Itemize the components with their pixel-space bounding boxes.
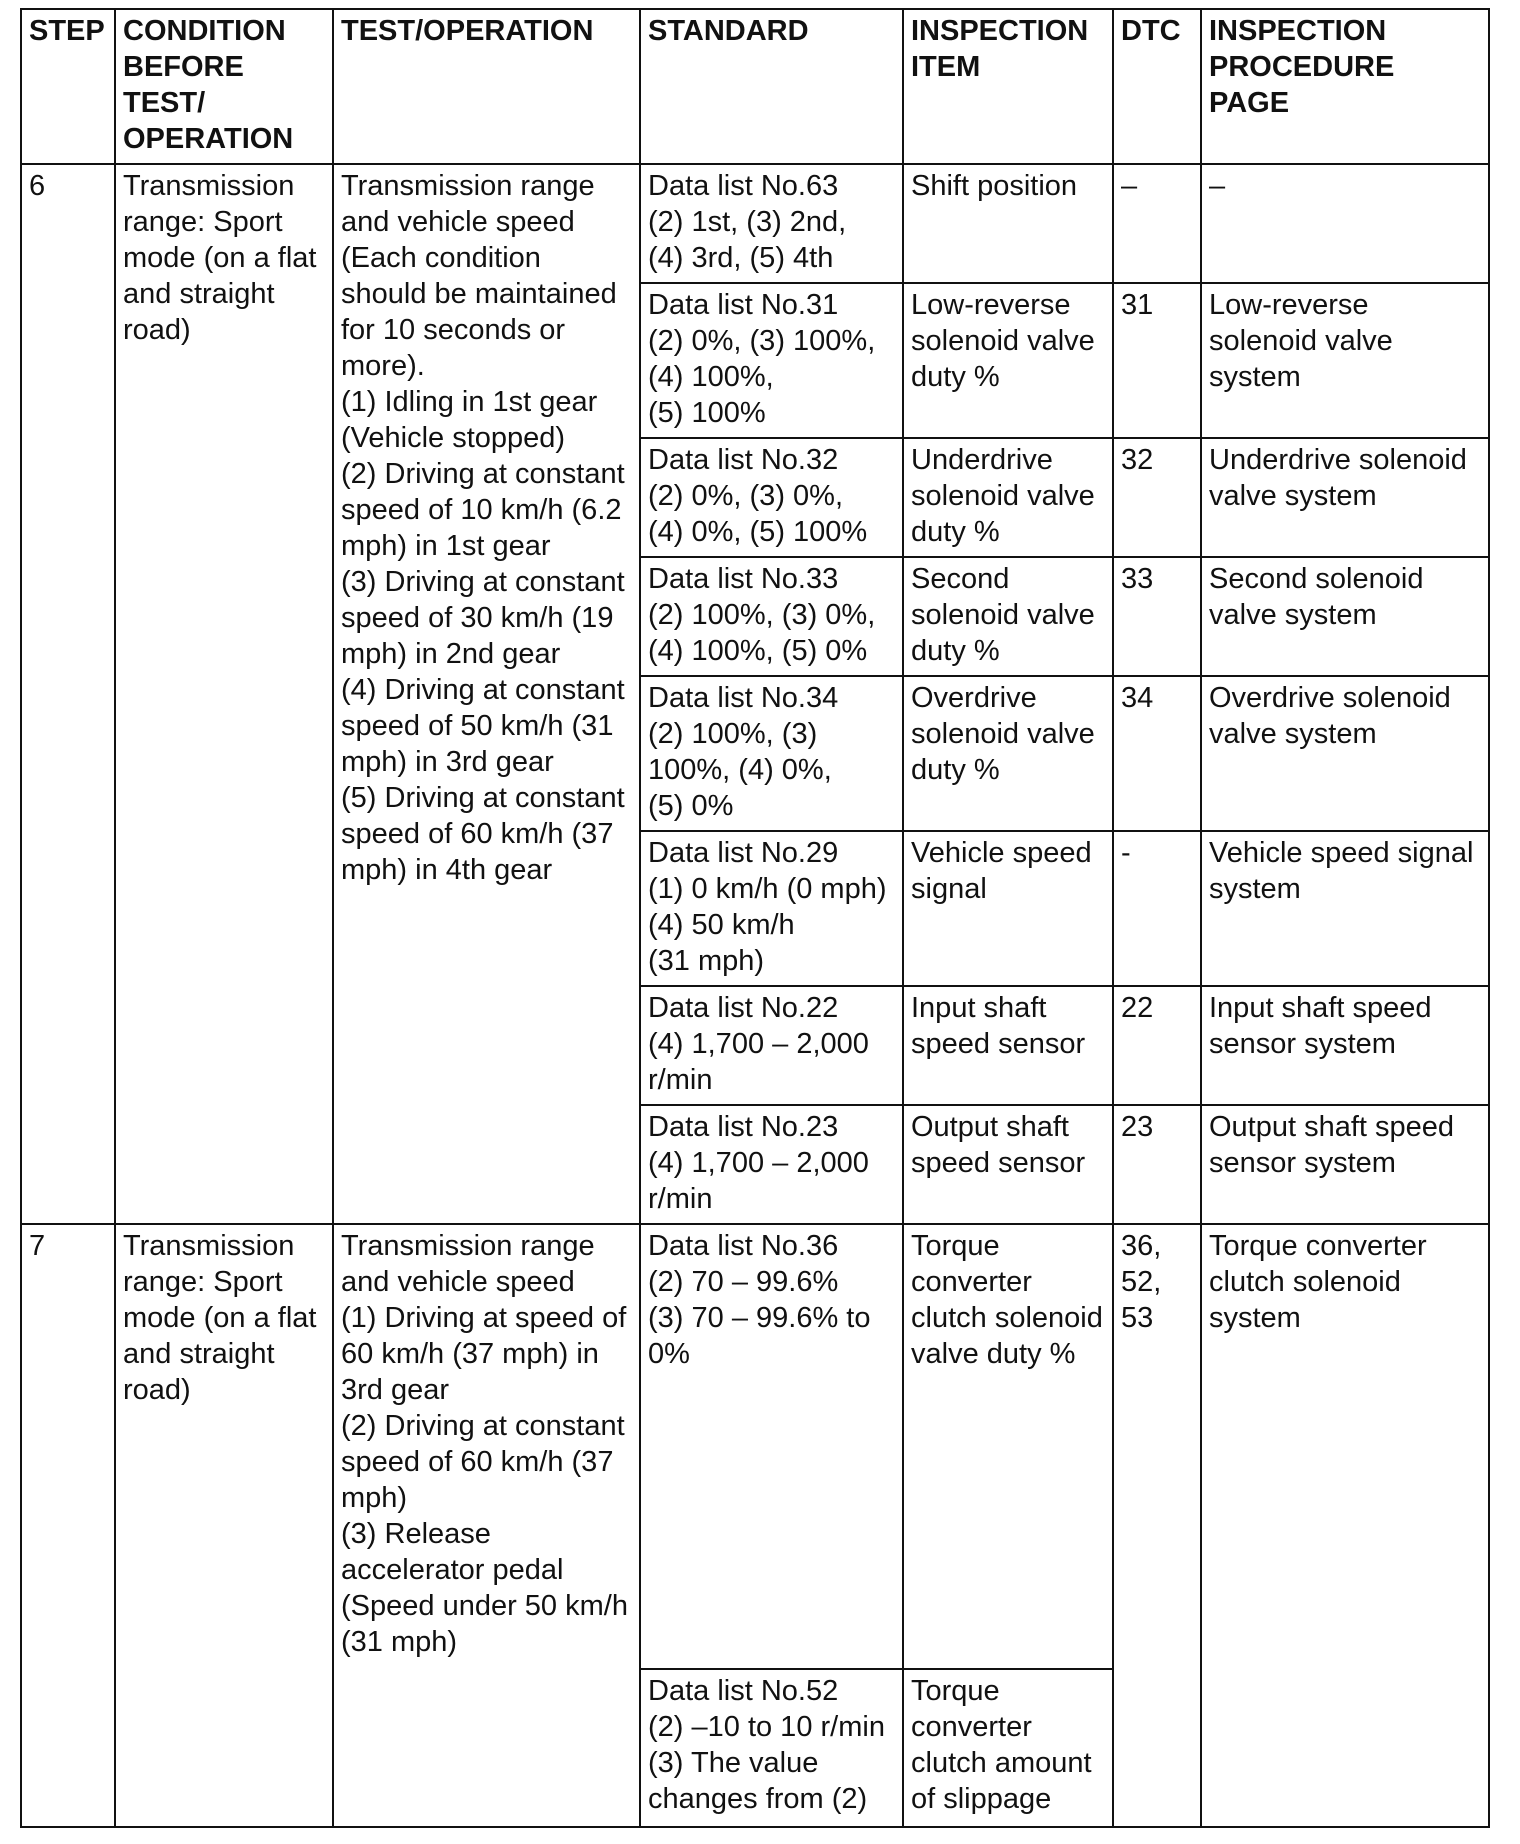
standard-cell: Data list No.23 (4) 1,700 – 2,000 r/min [640,1105,903,1224]
inspection-item-cell: Torque converter clutch amount of slippage [903,1669,1113,1827]
inspection-table [20,8,1490,1828]
dtc-cell: 23 [1113,1105,1201,1224]
standard-cell: Data list No.34 (2) 100%, (3) 100%, (4) 0%, (5) 0% [640,676,903,831]
header-step: STEP [21,9,115,164]
inspection-item-cell: Shift position [903,164,1113,283]
inspection-item-cell: Underdrive solenoid valve duty % [903,438,1113,557]
test-operation-cell: Transmission range and vehicle speed (1) Driving at speed of 60 km/h (37 mph) in 3rd gear (2) Driving at constant speed of 60 km/h (37 mph) (3) Release accelerator pedal (Speed under 50 km/h (31 mph) [333,1224,640,1827]
inspection-item-cell: Overdrive solenoid valve duty % [903,676,1113,831]
dtc-cell: 33 [1113,557,1201,676]
inspection-item-cell: Vehicle speed signal [903,831,1113,986]
standard-cell: Data list No.36 (2) 70 – 99.6% (3) 70 – 99.6% to 0% [640,1224,903,1669]
table-row [21,164,1489,283]
standard-cell: Data list No.63 (2) 1st, (3) 2nd, (4) 3rd, (5) 4th [640,164,903,283]
dtc-cell: - [1113,831,1201,986]
header-row [21,9,1489,164]
inspection-item-cell: Output shaft speed sensor [903,1105,1113,1224]
dtc-cell: 31 [1113,283,1201,438]
condition-cell: Transmission range: Sport mode (on a flat and straight road) [115,164,333,1224]
standard-cell: Data list No.32 (2) 0%, (3) 0%, (4) 0%, (5) 100% [640,438,903,557]
header-condition: CONDITION BEFORE TEST/ OPERATION [115,9,333,164]
procedure-page-cell: Second solenoid valve system [1201,557,1489,676]
step-number: 7 [21,1224,115,1827]
header-standard: STANDARD [640,9,903,164]
procedure-page-cell: Low-reverse solenoid valve system [1201,283,1489,438]
procedure-page-cell: Overdrive solenoid valve system [1201,676,1489,831]
standard-cell: Data list No.31 (2) 0%, (3) 100%, (4) 100%, (5) 100% [640,283,903,438]
dtc-cell: 36, 52, 53 [1113,1224,1201,1827]
procedure-page-cell: Underdrive solenoid valve system [1201,438,1489,557]
standard-cell: Data list No.22 (4) 1,700 – 2,000 r/min [640,986,903,1105]
procedure-page-cell: Output shaft speed sensor system [1201,1105,1489,1224]
standard-cell: Data list No.33 (2) 100%, (3) 0%, (4) 100%, (5) 0% [640,557,903,676]
header-inspection-item: INSPECTION ITEM [903,9,1113,164]
inspection-item-cell: Torque converter clutch solenoid valve duty % [903,1224,1113,1669]
procedure-page-cell: – [1201,164,1489,283]
header-procedure-page: INSPECTION PROCEDURE PAGE [1201,9,1489,164]
standard-cell: Data list No.52 (2) –10 to 10 r/min (3) The value changes from (2) [640,1669,903,1827]
procedure-page-cell: Torque converter clutch solenoid system [1201,1224,1489,1827]
document-page [20,8,1488,1826]
dtc-cell: 32 [1113,438,1201,557]
test-operation-cell: Transmission range and vehicle speed (Each condition should be maintained for 10 seconds or more). (1) Idling in 1st gear (Vehicle stopped) (2) Driving at constant speed of 10 km/h (6.2 mph) in 1st gear (3) Driving at constant speed of 30 km/h (19 mph) in 2nd gear (4) Driving at constant speed of 50 km/h (31 mph) in 3rd gear (5) Driving at constant speed of 60 km/h (37 mph) in 4th gear [333,164,640,1224]
step-number: 6 [21,164,115,1224]
condition-cell: Transmission range: Sport mode (on a flat and straight road) [115,1224,333,1827]
inspection-item-cell: Second solenoid valve duty % [903,557,1113,676]
dtc-cell: 22 [1113,986,1201,1105]
inspection-item-cell: Low-reverse solenoid valve duty % [903,283,1113,438]
dtc-cell: – [1113,164,1201,283]
inspection-item-cell: Input shaft speed sensor [903,986,1113,1105]
header-test-operation: TEST/OPERATION [333,9,640,164]
header-dtc: DTC [1113,9,1201,164]
dtc-cell: 34 [1113,676,1201,831]
procedure-page-cell: Input shaft speed sensor system [1201,986,1489,1105]
table-row [21,1224,1489,1669]
standard-cell: Data list No.29 (1) 0 km/h (0 mph) (4) 50 km/h (31 mph) [640,831,903,986]
procedure-page-cell: Vehicle speed signal system [1201,831,1489,986]
